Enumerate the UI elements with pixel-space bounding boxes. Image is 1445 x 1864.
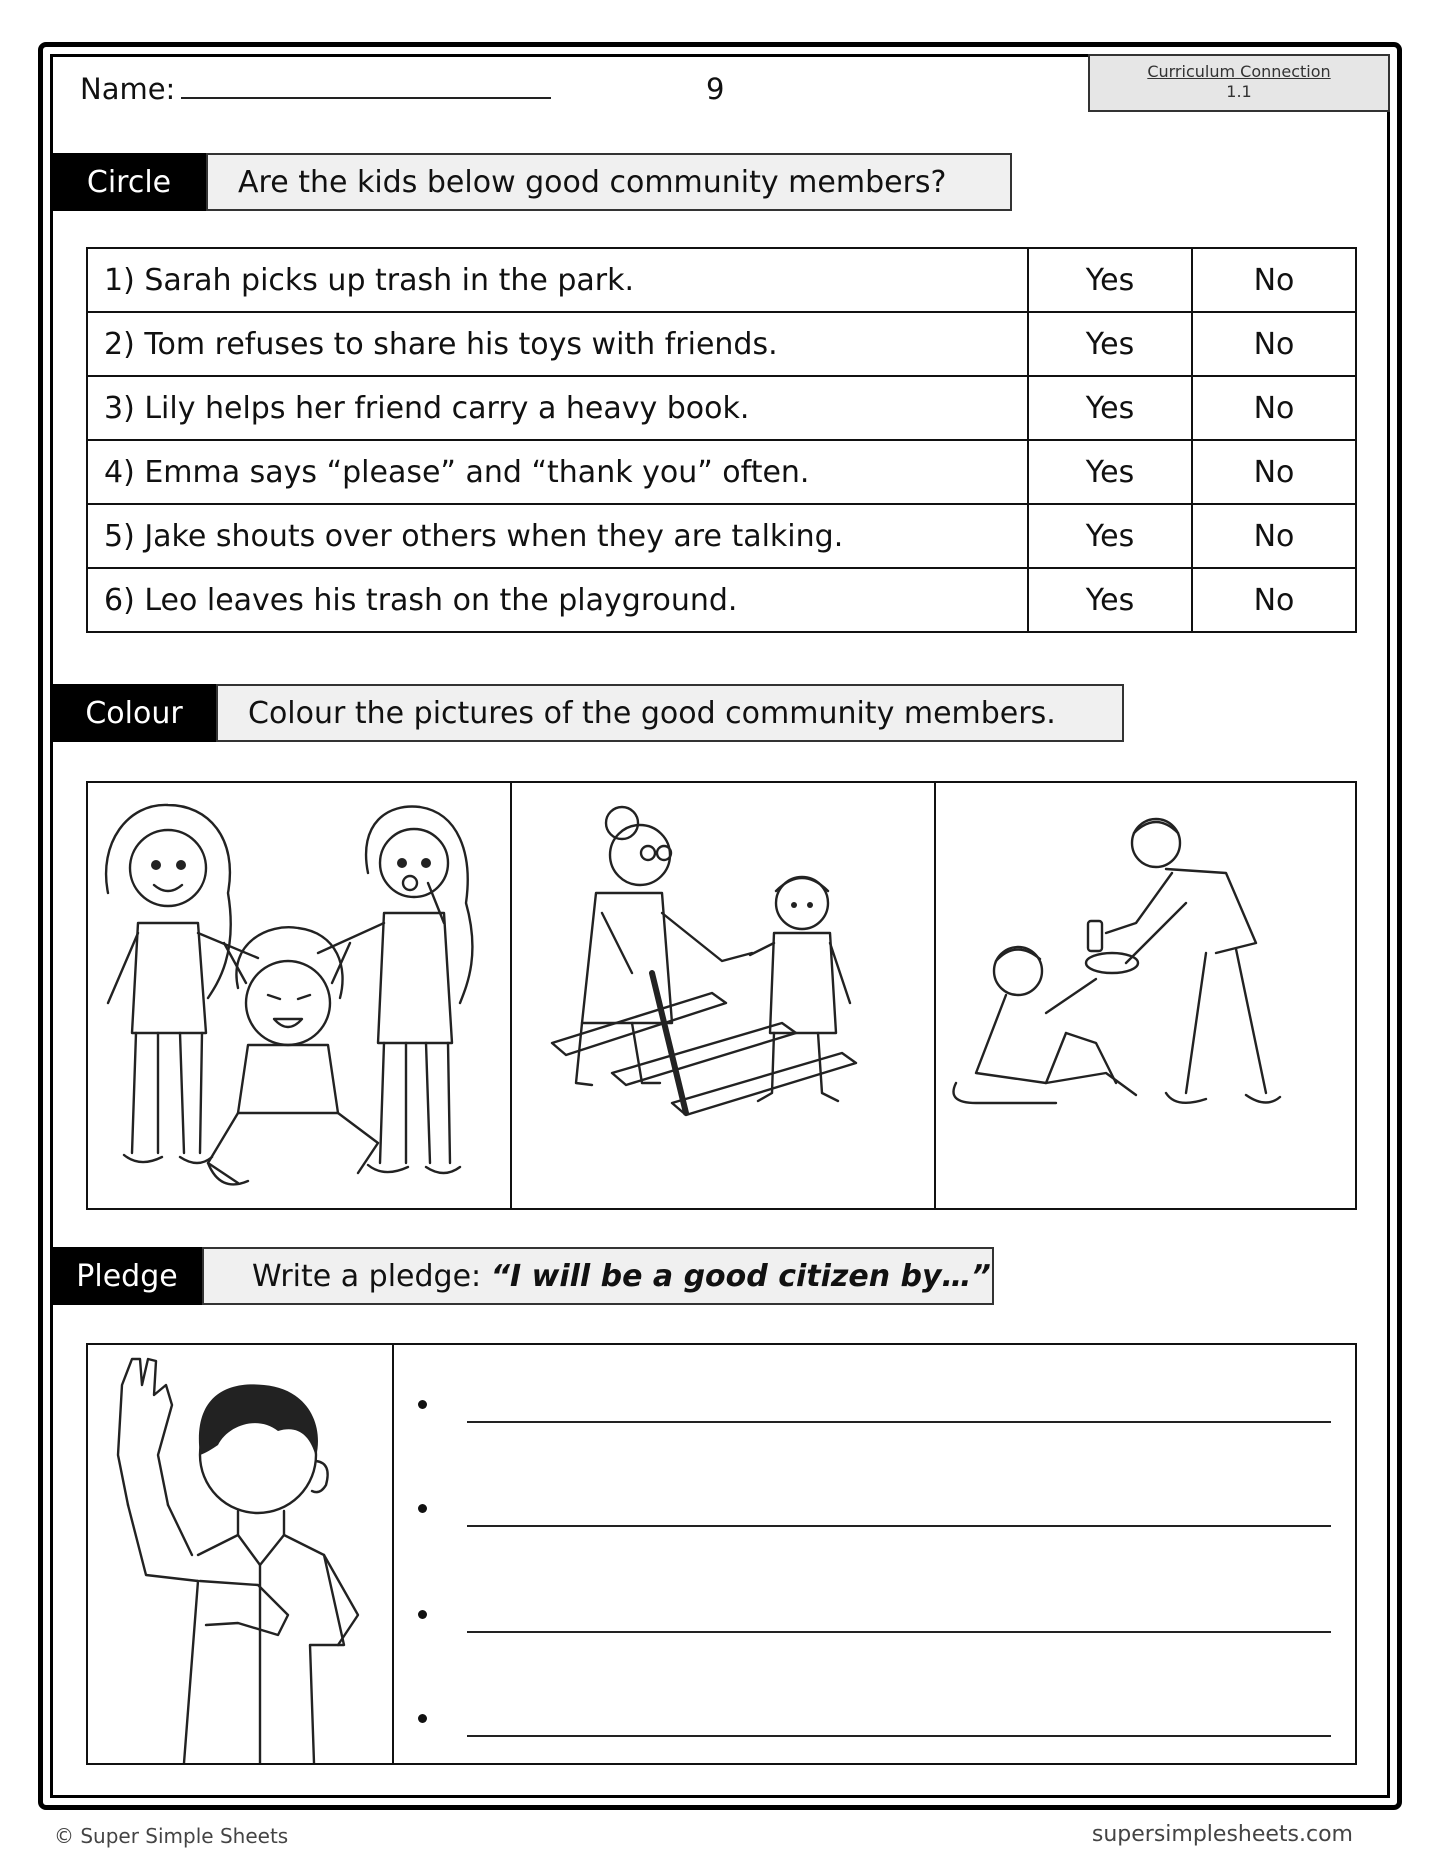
name-row	[80, 72, 551, 106]
pledge-tag: Pledge	[52, 1247, 202, 1305]
pledge-lines	[394, 1345, 1355, 1763]
pledge-line-3[interactable]	[418, 1597, 1331, 1637]
circle-instruction: Are the kids below good community members?	[206, 153, 1012, 211]
curriculum-code: 1.1	[1226, 82, 1252, 101]
pledge-line-4[interactable]	[418, 1701, 1331, 1741]
colour-section-header	[52, 684, 1124, 742]
question-row	[87, 312, 1356, 376]
no-option[interactable]: No	[1192, 440, 1356, 504]
bullet-icon	[418, 1400, 427, 1409]
yes-option[interactable]: Yes	[1028, 504, 1192, 568]
yes-option[interactable]: Yes	[1028, 248, 1192, 312]
circle-tag: Circle	[52, 153, 206, 211]
picture-kids-laughing[interactable]	[88, 783, 512, 1208]
bullet-icon	[418, 1610, 427, 1619]
pledge-box	[86, 1343, 1357, 1765]
name-label: Name:	[80, 72, 176, 106]
colouring-pictures	[86, 781, 1357, 1210]
footer-website: supersimplesheets.com	[1091, 1822, 1353, 1847]
no-option[interactable]: No	[1192, 568, 1356, 632]
footer-copyright: © Super Simple Sheets	[54, 1824, 289, 1848]
yes-option[interactable]: Yes	[1028, 312, 1192, 376]
curriculum-connection-box	[1088, 54, 1390, 112]
circle-section-header	[52, 153, 1012, 211]
yes-option[interactable]: Yes	[1028, 568, 1192, 632]
curriculum-title: Curriculum Connection	[1147, 62, 1331, 81]
question-text: 1) Sarah picks up trash in the park.	[87, 248, 1028, 312]
no-option[interactable]: No	[1192, 376, 1356, 440]
no-option[interactable]: No	[1192, 312, 1356, 376]
question-text: 4) Emma says “please” and “thank you” often.	[87, 440, 1028, 504]
question-text: 2) Tom refuses to share his toys with friends.	[87, 312, 1028, 376]
question-row	[87, 504, 1356, 568]
picture-boy-pledging	[88, 1345, 394, 1763]
picture-helping-grandma-cross[interactable]	[512, 783, 936, 1208]
question-text: 6) Leo leaves his trash on the playground.	[87, 568, 1028, 632]
picture-giving-food[interactable]	[936, 783, 1358, 1208]
question-row	[87, 440, 1356, 504]
yes-option[interactable]: Yes	[1028, 440, 1192, 504]
bullet-icon	[418, 1504, 427, 1513]
question-row	[87, 376, 1356, 440]
question-text: 5) Jake shouts over others when they are talking.	[87, 504, 1028, 568]
no-option[interactable]: No	[1192, 504, 1356, 568]
name-field[interactable]	[181, 73, 551, 99]
yes-option[interactable]: Yes	[1028, 376, 1192, 440]
pledge-quote: “I will be a good citizen by…”	[490, 1258, 991, 1294]
no-option[interactable]: No	[1192, 248, 1356, 312]
pledge-line-1[interactable]	[418, 1387, 1331, 1427]
pledge-instruction	[202, 1247, 994, 1305]
pledge-line-2[interactable]	[418, 1491, 1331, 1531]
page-number: 9	[706, 72, 725, 106]
question-row	[87, 248, 1356, 312]
bullet-icon	[418, 1714, 427, 1723]
pledge-section-header	[52, 1247, 994, 1305]
colour-instruction: Colour the pictures of the good community members.	[216, 684, 1124, 742]
question-table	[86, 247, 1357, 633]
colour-tag: Colour	[52, 684, 216, 742]
pledge-instruction-prefix: Write a pledge:	[252, 1258, 491, 1294]
question-text: 3) Lily helps her friend carry a heavy book.	[87, 376, 1028, 440]
question-row	[87, 568, 1356, 632]
